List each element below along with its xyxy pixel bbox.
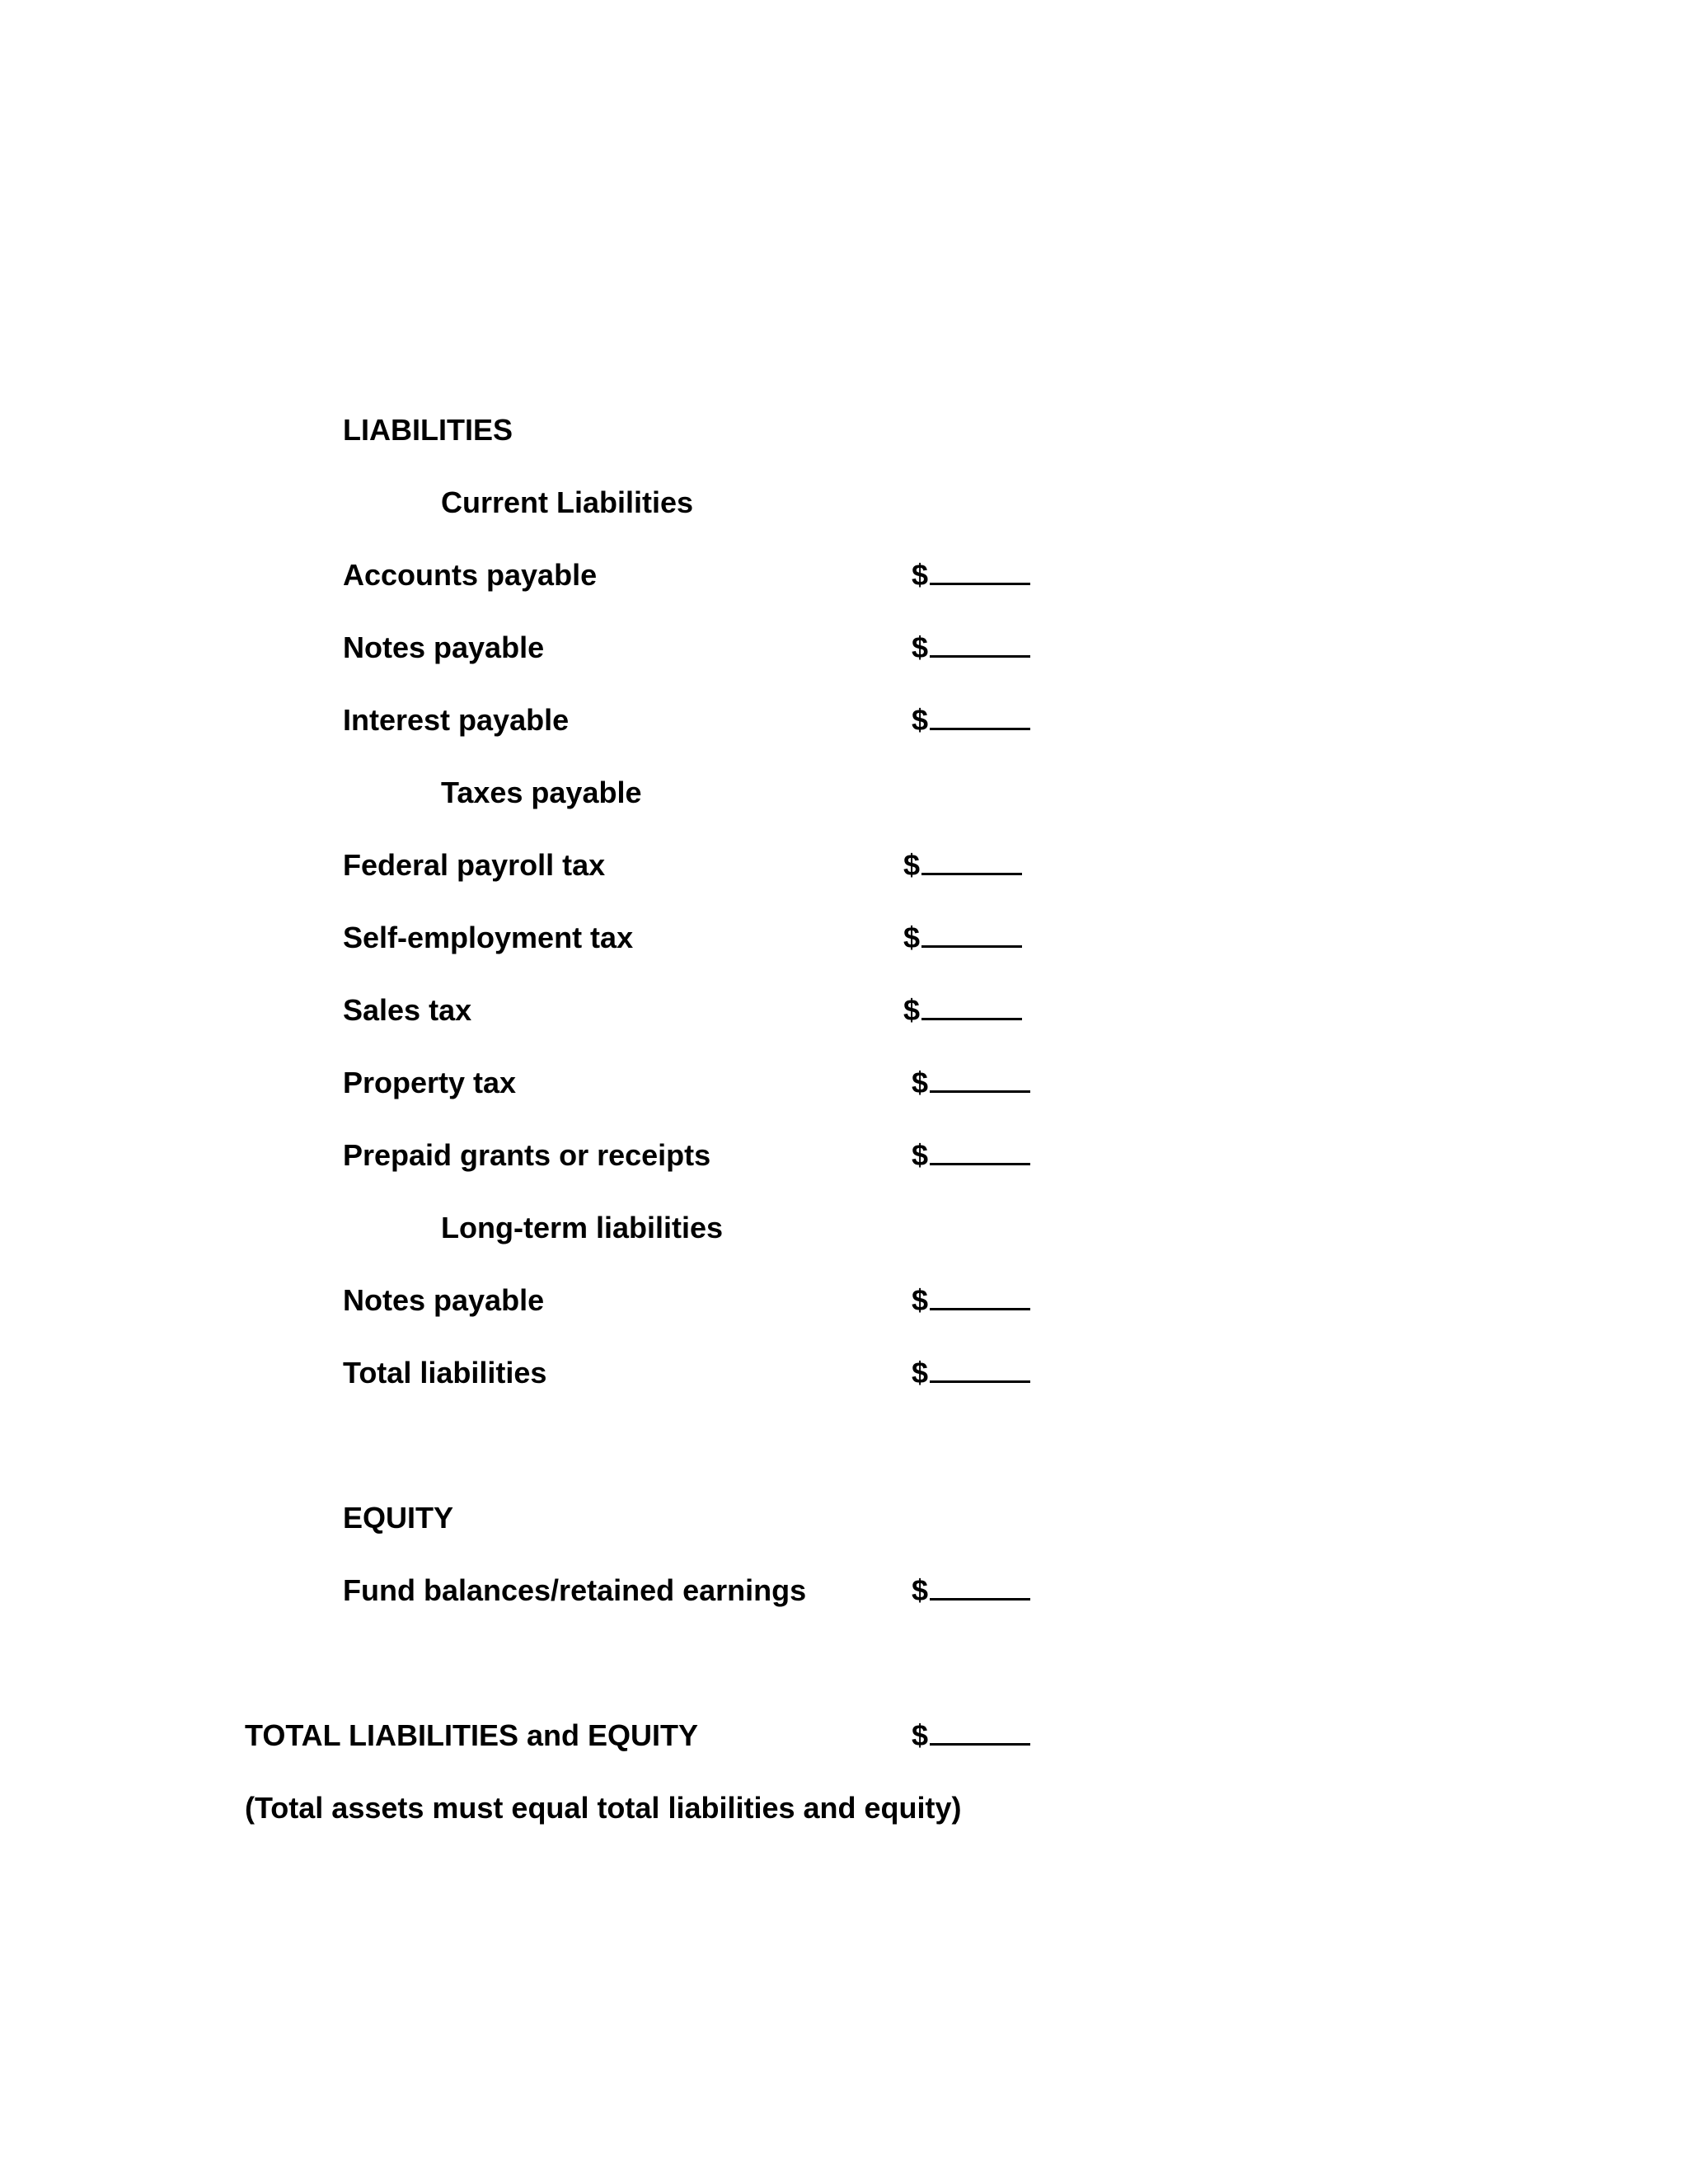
currency-symbol: $	[912, 1283, 929, 1317]
fund-balances-field[interactable]	[912, 1572, 1030, 1609]
self-employment-tax-label: Self-employment tax	[343, 921, 634, 954]
currency-symbol: $	[903, 921, 921, 954]
property-tax-field[interactable]	[912, 1065, 1030, 1101]
sales-tax-field[interactable]	[903, 992, 1022, 1029]
prepaid-grants-label: Prepaid grants or receipts	[343, 1138, 711, 1172]
amount-blank[interactable]	[930, 1356, 1030, 1383]
currency-symbol: $	[912, 1138, 929, 1172]
currency-symbol: $	[912, 1718, 929, 1752]
lt-notes-payable-label: Notes payable	[343, 1283, 545, 1317]
liabilities-heading: LIABILITIES	[343, 413, 513, 447]
currency-symbol: $	[912, 1066, 929, 1099]
currency-symbol: $	[912, 1356, 929, 1390]
amount-blank[interactable]	[930, 558, 1030, 585]
interest-payable-label: Interest payable	[343, 703, 570, 737]
amount-blank[interactable]	[930, 1138, 1030, 1165]
currency-symbol: $	[903, 993, 921, 1027]
notes-payable-field[interactable]	[912, 630, 1030, 666]
notes-payable-label: Notes payable	[343, 630, 545, 664]
accounts-payable-label: Accounts payable	[343, 558, 598, 592]
amount-blank[interactable]	[930, 1718, 1030, 1746]
total-liabilities-equity-field[interactable]	[912, 1718, 1030, 1754]
prepaid-grants-field[interactable]	[912, 1137, 1030, 1174]
fund-balances-label: Fund balances/retained earnings	[343, 1573, 807, 1607]
long-term-liabilities-subheading: Long-term liabilities	[441, 1211, 724, 1244]
amount-blank[interactable]	[921, 848, 1022, 875]
currency-symbol: $	[903, 848, 921, 882]
currency-symbol: $	[912, 1573, 929, 1607]
amount-blank[interactable]	[921, 921, 1022, 948]
amount-blank[interactable]	[930, 703, 1030, 730]
equity-heading: EQUITY	[343, 1501, 454, 1535]
balance-note: (Total assets must equal total liabilities and equity)	[245, 1791, 962, 1825]
lt-notes-payable-field[interactable]	[912, 1282, 1030, 1319]
amount-blank[interactable]	[930, 1573, 1030, 1601]
currency-symbol: $	[912, 703, 929, 737]
federal-payroll-tax-label: Federal payroll tax	[343, 848, 606, 882]
amount-blank[interactable]	[930, 630, 1030, 658]
currency-symbol: $	[912, 558, 929, 592]
current-liabilities-subheading: Current Liabilities	[441, 485, 694, 519]
amount-blank[interactable]	[921, 993, 1022, 1020]
interest-payable-field[interactable]	[912, 702, 1030, 738]
federal-payroll-tax-field[interactable]	[903, 847, 1022, 883]
taxes-payable-subheading: Taxes payable	[441, 776, 642, 809]
currency-symbol: $	[912, 630, 929, 664]
total-liabilities-label: Total liabilities	[343, 1356, 547, 1390]
total-liabilities-equity-label: TOTAL LIABILITIES and EQUITY	[245, 1718, 699, 1752]
amount-blank[interactable]	[930, 1283, 1030, 1310]
property-tax-label: Property tax	[343, 1066, 517, 1099]
total-liabilities-field[interactable]	[912, 1355, 1030, 1391]
sales-tax-label: Sales tax	[343, 993, 472, 1027]
accounts-payable-field[interactable]	[912, 557, 1030, 593]
self-employment-tax-field[interactable]	[903, 920, 1022, 956]
amount-blank[interactable]	[930, 1066, 1030, 1093]
